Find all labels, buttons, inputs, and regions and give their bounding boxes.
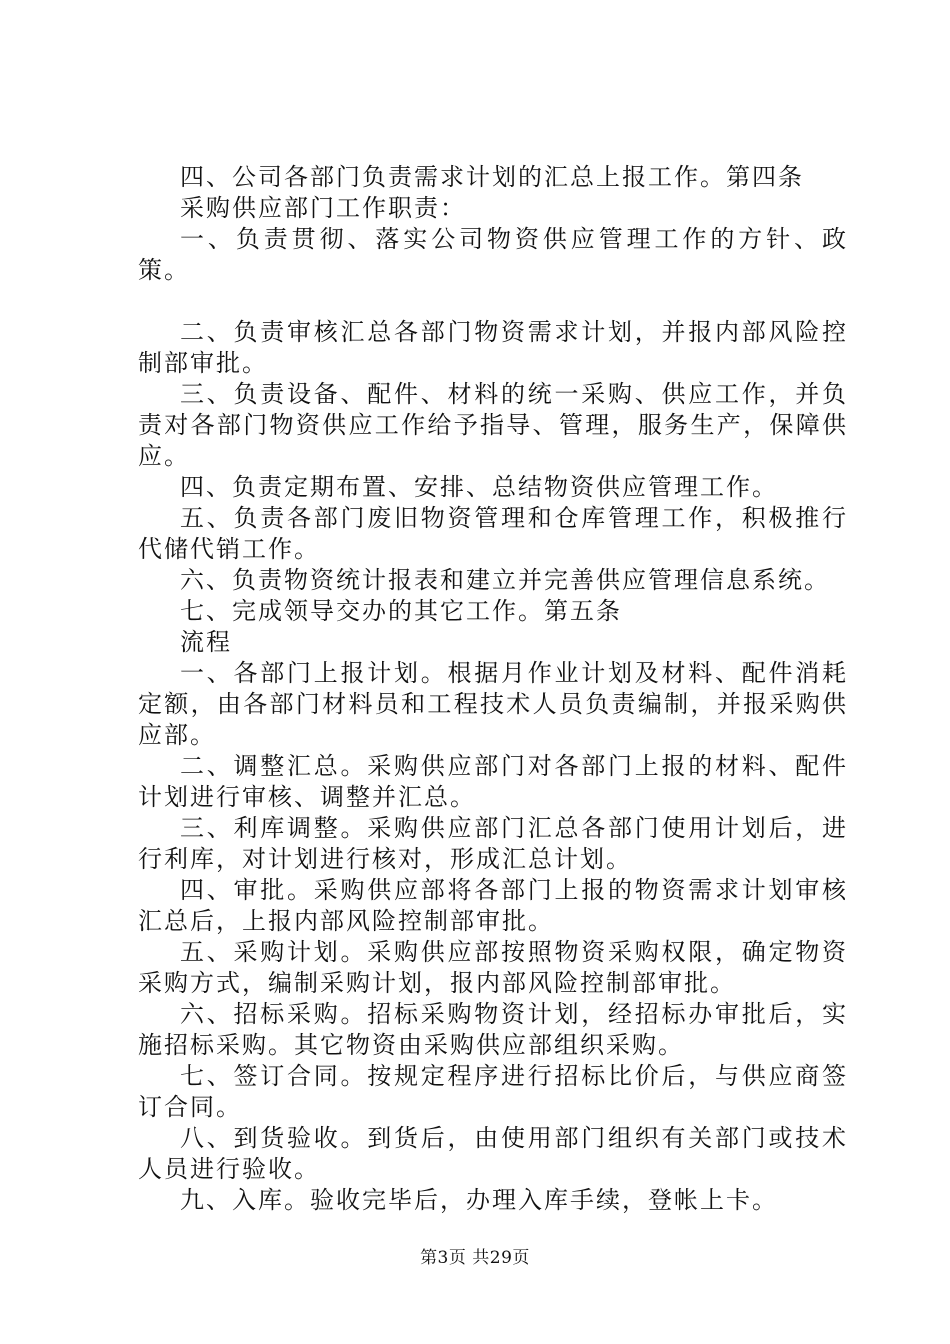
paragraph: 六、招标采购。招标采购物资计划，经招标办审批后，实施招标采购。其它物资由采购供应部组织采购。	[138, 1000, 848, 1059]
section-heading: 流程	[180, 628, 232, 656]
paragraph: 四、审批。采购供应部将各部门上报的物资需求计划审核汇总后，上报内部风险控制部审批。	[138, 876, 848, 935]
paragraph: 九、入库。验收完毕后，办理入库手续，登帐上卡。	[180, 1186, 778, 1214]
paragraph: 五、负责各部门废旧物资管理和仓库管理工作，积极推行代储代销工作。	[138, 504, 848, 563]
paragraph: 七、签订合同。按规定程序进行招标比价后，与供应商签订合同。	[138, 1062, 848, 1121]
paragraph: 三、负责设备、配件、材料的统一采购、供应工作，并负责对各部门物资供应工作给予指导、管理，服务生产，保障供应。	[138, 380, 848, 470]
document-body	[138, 162, 848, 1216]
paragraph: 六、负责物资统计报表和建立并完善供应管理信息系统。	[180, 566, 830, 594]
paragraph: 一、各部门上报计划。根据月作业计划及材料、配件消耗定额，由各部门材料员和工程技术人员负责编制，并报采购供应部。	[138, 659, 848, 749]
paragraph: 五、采购计划。采购供应部按照物资采购权限，确定物资采购方式，编制采购计划，报内部风险控制部审批。	[138, 938, 848, 997]
paragraph: 四、负责定期布置、安排、总结物资供应管理工作。	[180, 473, 778, 501]
paragraph: 一、负责贯彻、落实公司物资供应管理工作的方针、政策。	[138, 225, 848, 284]
paragraph: 七、完成领导交办的其它工作。第五条	[180, 597, 622, 625]
paragraph: 三、利库调整。采购供应部门汇总各部门使用计划后，进行利库，对计划进行核对，形成汇总计划。	[138, 814, 848, 873]
paragraph: 采购供应部门工作职责：	[180, 194, 466, 222]
paragraph: 四、公司各部门负责需求计划的汇总上报工作。第四条	[180, 163, 804, 191]
paragraph: 八、到货验收。到货后，由使用部门组织有关部门或技术人员进行验收。	[138, 1124, 848, 1183]
paragraph: 二、调整汇总。采购供应部门对各部门上报的材料、配件计划进行审核、调整并汇总。	[138, 752, 848, 811]
page-number-footer: 第3页 共29页	[420, 1248, 530, 1268]
paragraph: 二、负责审核汇总各部门物资需求计划，并报内部风险控制部审批。	[138, 318, 848, 377]
